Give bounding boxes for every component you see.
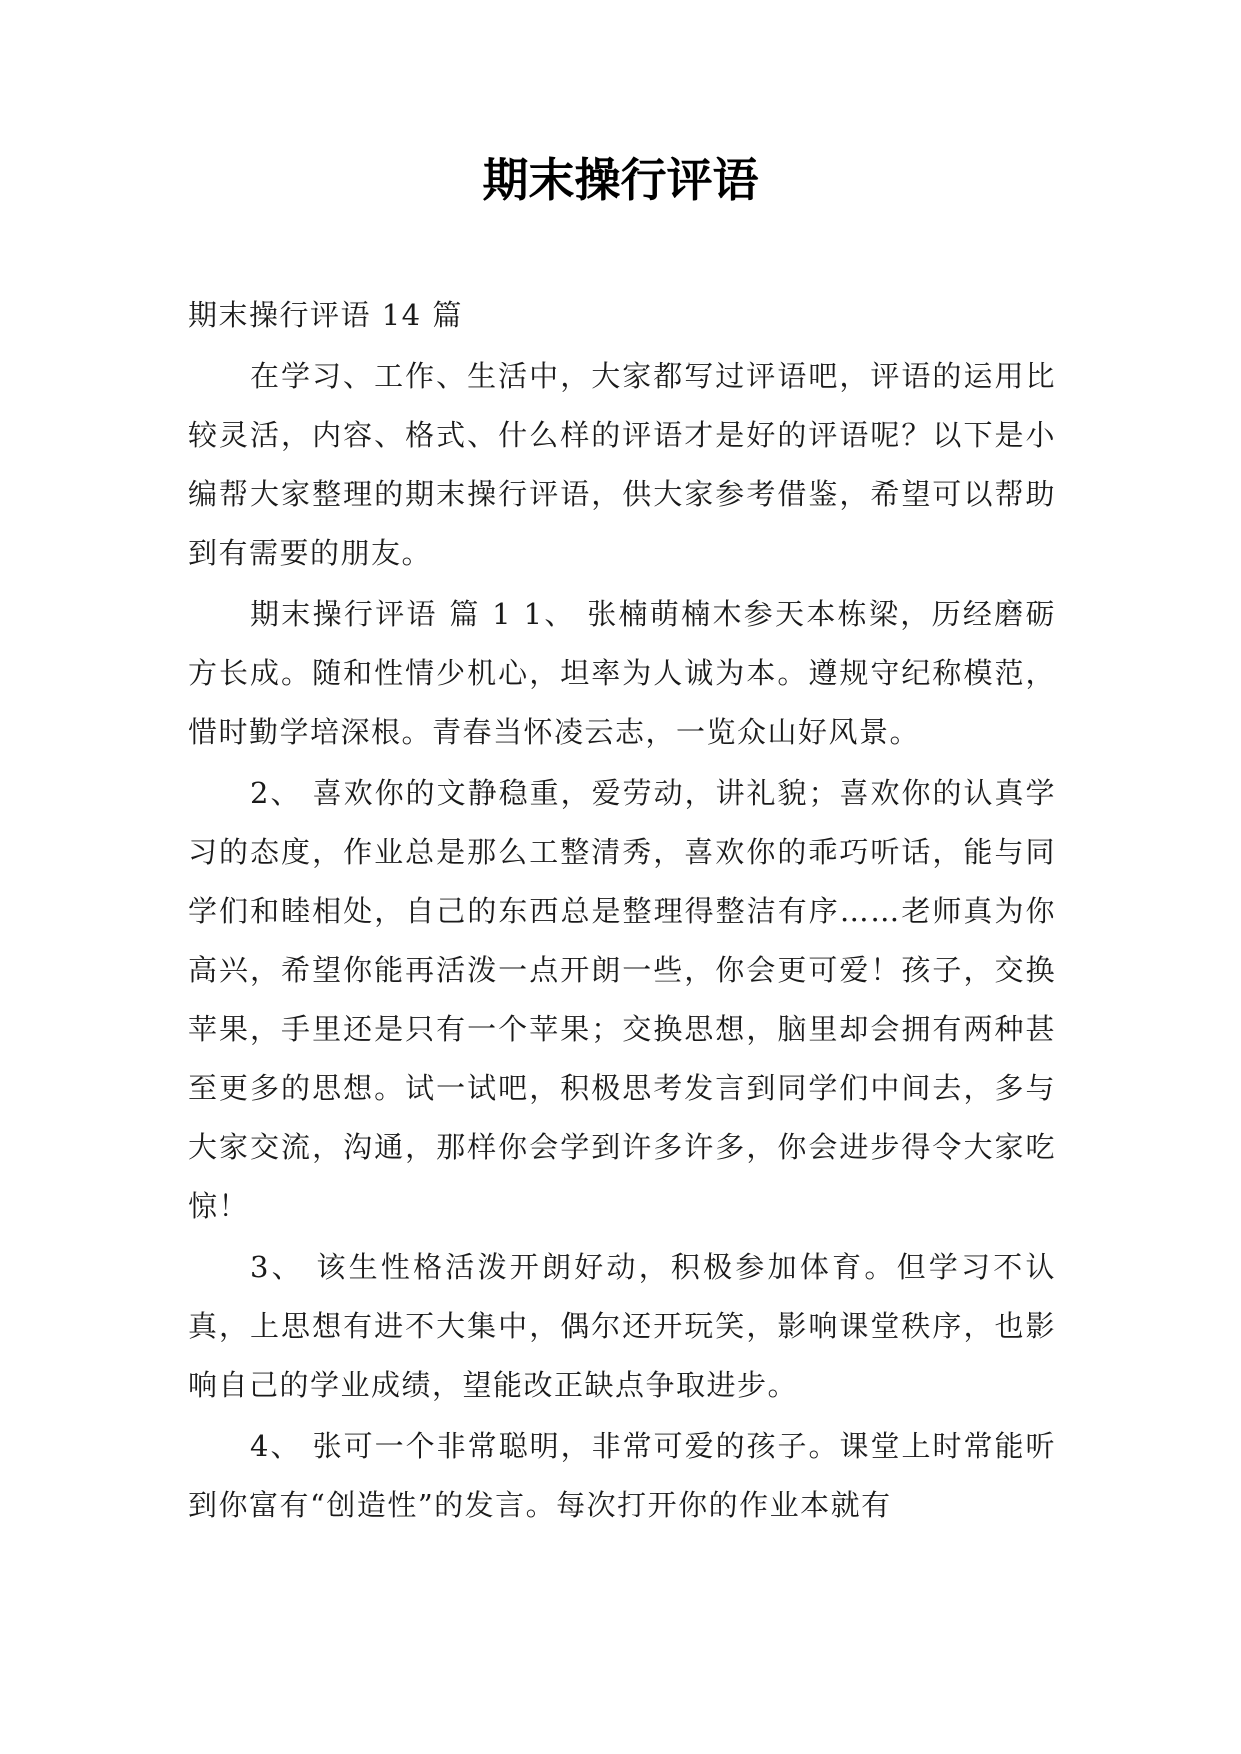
comment-paragraph-3: 3、 该生性格活泼开朗好动，积极参加体育。但学习不认真，上思想有进不大集中，偶尔还开玩笑，影响课堂秩序，也影响自己的学业成绩，望能改正缺点争取进步。: [188, 1250, 1056, 1402]
document-subtitle: 期末操行评语 14 篇: [188, 298, 463, 332]
intro-paragraph: 在学习、工作、生活中，大家都写过评语吧，评语的运用比较灵活，内容、格式、什么样的评语才是好的评语呢？以下是小编帮大家整理的期末操行评语，供大家参考借鉴，希望可以帮助到有需要的朋友。: [188, 359, 1056, 570]
comment-paragraph-1: 期末操行评语 篇 1 1、 张楠萌楠木参天本栋梁，历经磨砺方长成。随和性情少机心，坦率为人诚为本。遵规守纪称模范，惜时勤学培深根。青春当怀凌云志，一览众山好风景。: [188, 597, 1056, 749]
document-body: [188, 286, 1056, 1537]
comment-paragraph-4: 4、 张可一个非常聪明，非常可爱的孩子。课堂上时常能听到你富有“创造性”的发言。每次打开你的作业本就有: [188, 1429, 1056, 1522]
document-title: 期末操行评语: [482, 153, 759, 207]
comment-paragraph-2: 2、 喜欢你的文静稳重，爱劳动，讲礼貌；喜欢你的认真学习的态度，作业总是那么工整清秀，喜欢你的乖巧听话，能与同学们和睦相处，自己的东西总是整理得整洁有序……老师真为你高兴，希望你能再活泼一点开朗一些，你会更可爱！孩子，交换苹果，手里还是只有一个苹果；交换思想，脑里却会拥有两种甚至更多的思想。试一试吧，积极思考发言到同学们中间去，多与大家交流，沟通，那样你会学到许多许多，你会进步得令大家吃惊！: [188, 776, 1056, 1223]
